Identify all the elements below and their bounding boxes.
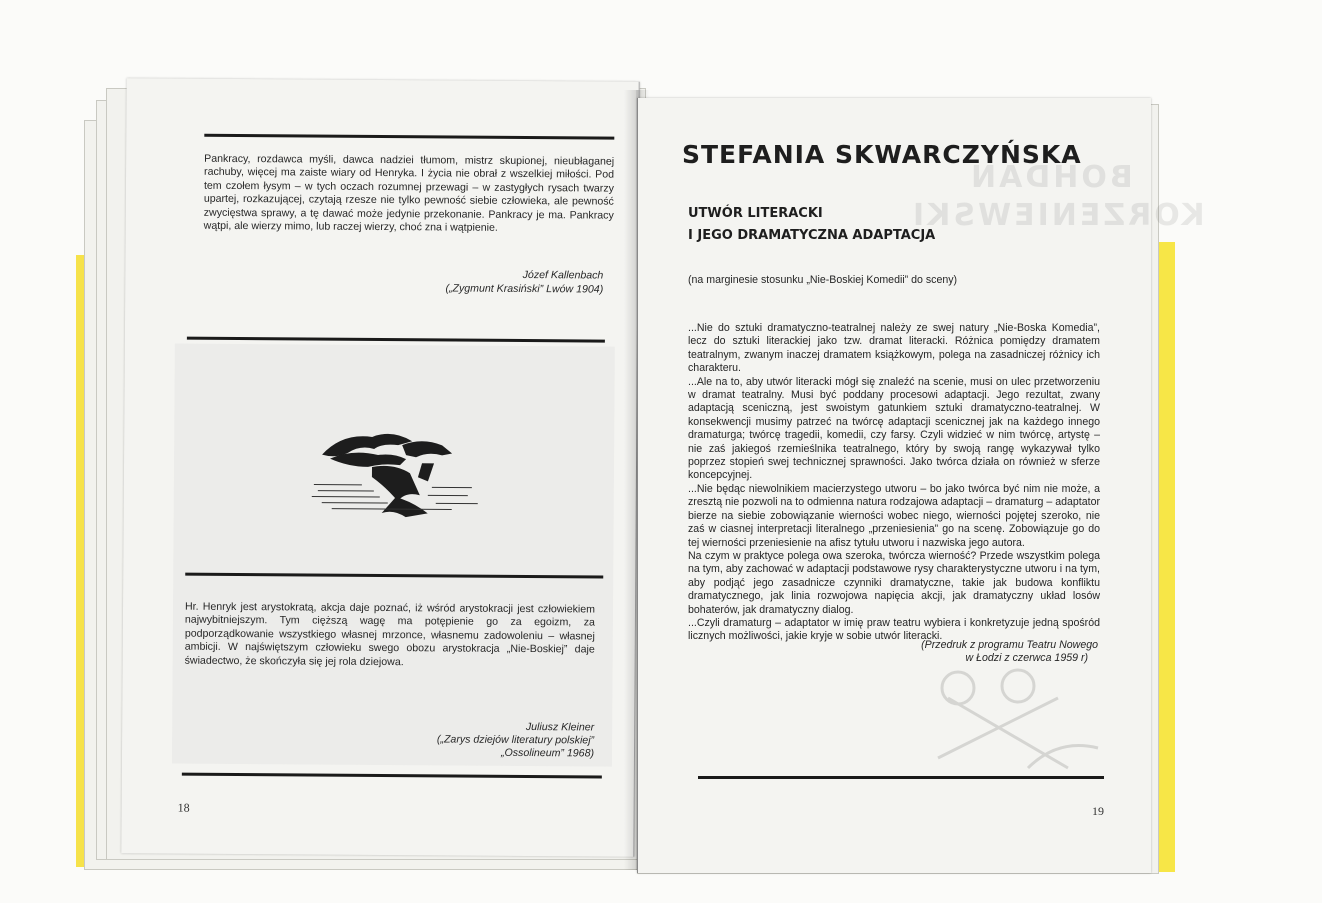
eagle-woodcut	[302, 414, 483, 525]
show-through-text: KORZENIEWSKI	[910, 198, 1205, 233]
source-note: w Łodzi z czerwca 1959 r)	[965, 652, 1088, 664]
source-note: (Przedruk z programu Teatru Nowego	[921, 639, 1098, 651]
quote2-source: „Ossolineum” 1968)	[500, 746, 595, 760]
article-body: ...Nie do sztuki dramatyczno-teatralnej należy ze swej natury „Nie-Boska Komedia”, lecz do sztuki literackiej jako tzw. dramat literacki. Różnica pomiędzy dramatem teatralnym, zwanym inaczej dramatem książkowym, polega na zasadniczej różnicy ich charakteru. ...Ale na to, aby utwór literacki mógł się znaleźć na scenie, musi on ulec przetworzeniu w dramat teatralny. Musi być poddany procesowi adaptacji. Jego rezultat, zwany adaptacją sceniczną, jest swoistym gatunkiem sztuki dramatyczno-teatralnej. W konsekwencji musimy patrzeć na twórcę adaptacji scenicznej jak na każdego innego dramaturga; twórcę tragedii, komedii, czy farsy. Czyli widzieć w nim twórcę, artystę – nie zaś jakiegoś rzemieślnika teatralnego, który by swoją rangę wykazywał tylko poprzez stopień swej technicznej sprawności. Jako twórca działa on również w sferze koncepcyjnej. ...Nie będąc niewolnikiem macierzystego utworu – bo jako twórca być nim nie może, a zresztą nie pozwoli na to odmienna natura rodzajowa adaptacji – dramaturg – adaptator bierze na siebie zobowiązanie wierności wobec niego, wierności pojętej szeroko, nie zaś w ciasnej interpretacji literalnego „przeniesienia” go na scenę. Zobowiązuje go do tej wierności przeniesienie na afisz tytułu utworu i nazwiska jego autora. Na czym w praktyce polega owa szeroka, twórcza wierność? Przede wszystkim polega na tym, aby zachować w adaptacji podstawowe rysy charakterystyczne utworu i na tym, aby podjąć jego zasadnicze czynniki dramatyczne, takie jak budowa konfliktu dramatycznego, jak linia rozwojowa napięcia akcji, jak dramatyczny układ losów bohaterów, jak dramatyczny dialog. ...Czyli dramaturg – adaptator w imię praw teatru wybiera i konkretyzuje jedną spośród licznych możliwości, jakie kryje w sobie utwór literacki.	[688, 322, 1100, 643]
kleiner-quote: Hr. Henryk jest arystokratą, akcja daje poznać, iż wśród arystokracji jest człowiekiem najwybitniejszym. Tym cięższą wagę ma potępienie go za egoizm, za podporządkowanie wszystkiego własnej mrzonce, własnemu zadowoleniu – własnej ambicji. W najświętszym człowieku swego obozu arystokracja „Nie-Boskiej” daje świadectwo, że skończyła się jej rola dziejowa.	[184, 600, 596, 668]
rule-middle	[187, 337, 605, 343]
illustration-area	[172, 344, 615, 767]
right-page	[637, 98, 1205, 873]
quote1-source: („Zygmunt Krasiński” Lwów 1904)	[445, 282, 604, 296]
author-name: STEFANIA SKWARCZYŃSKA	[682, 140, 1082, 169]
quote2-source: („Zarys dziejów literatury polskiej”	[436, 733, 595, 747]
quote1-author: Józef Kallenbach	[522, 268, 604, 282]
page-number-right: 19	[1092, 804, 1104, 818]
rule-bottom	[182, 773, 602, 779]
rule-top	[204, 134, 614, 140]
article-heading: UTWÓR LITERACKI	[688, 206, 823, 221]
quote2-author: Juliusz Kleiner	[525, 721, 595, 734]
show-through-text: BOHDAN	[968, 160, 1133, 195]
left-page	[121, 78, 639, 857]
kallenbach-quote: Pankracy, rozdawca myśli, dawca nadziei tłumom, mistrz skupionej, nieubłaganej rachuby, więcej ma zaiste wiary od Henryka. I życia nie obrał z wszelkiej miłości. Pod tem czołem łysym – w tych oczach rozumnej przewagi – w zastygłych rysach twarzy upartej, rozkazującej, czytają rzesze nie tylko pewność siebie człowieka, ale pewność zwycięstwa sprawy, a tę dawać może jedynie przekonanie. Pankracy je ma. Pankracy wątpi, ale wierzy mimo, lub raczej wierzy, choć zna i wątpienie.	[203, 152, 615, 234]
article-subtitle: (na marginesie stosunku „Nie-Boskiej Komedii” do sceny)	[688, 274, 958, 286]
page-number-left: 18	[177, 800, 190, 815]
article-heading: I JEGO DRAMATYCZNA ADAPTACJA	[688, 228, 936, 243]
rule-bottom	[698, 776, 1104, 779]
show-through-image	[908, 658, 1108, 778]
